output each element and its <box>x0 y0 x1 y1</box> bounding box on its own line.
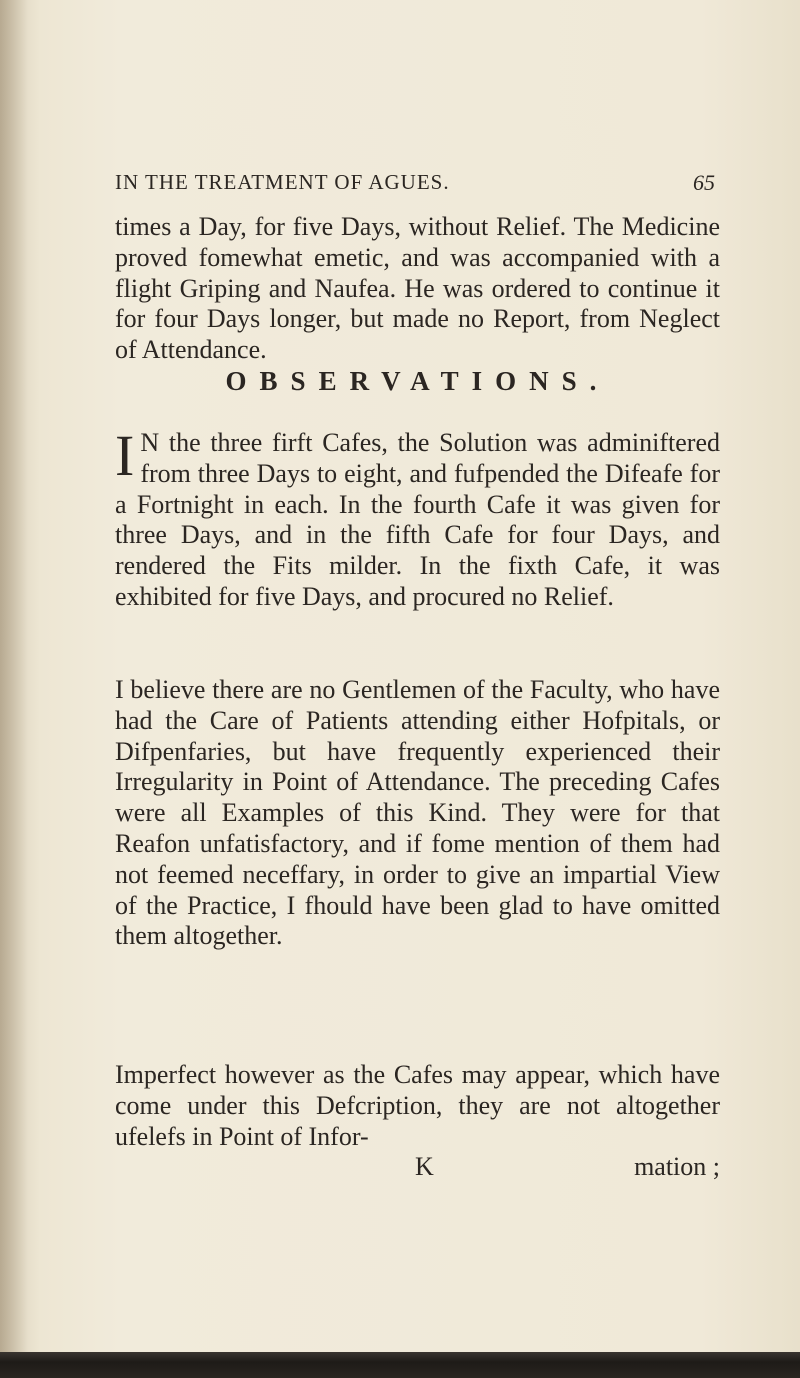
page-number: 65 <box>693 170 715 195</box>
paragraph-2-text: N the three firft Cafes, the Solution was adminiftered from three Days to eight, and fufpended the Difeafe for a Fortnight in each. In the fourth Cafe it was given for three Days, and in the fifth Cafe for four Days, and rendered the Fits milder. In the fixth Cafe, it was exhibited for five Days, and procured no Relief. <box>115 428 720 611</box>
signature-mark: K <box>415 1152 434 1181</box>
paragraph-1: times a Day, for five Days, without Relief. The Medicine proved fomewhat emetic, and was accompanied with a flight Griping and Naufea. He was ordered to continue it for four Days longer, but made no Report, from Neglect of Attendance. <box>115 212 720 365</box>
spine-shadow <box>0 0 28 1378</box>
page-header <box>115 170 715 200</box>
catchword: mation ; <box>634 1152 720 1181</box>
drop-cap: I <box>115 423 135 488</box>
paragraph-4: Imperfect however as the Cafes may appear, which have come under this Defcription, they are not altogether ufelefs in Point of Infor- <box>115 1060 720 1151</box>
running-head: IN THE TREATMENT OF AGUES. <box>115 170 450 194</box>
page-footer <box>115 1152 720 1184</box>
paragraph-2 <box>115 423 720 613</box>
paragraph-3: I believe there are no Gentlemen of the Faculty, who have had the Care of Patients attending either Hofpitals, or Difpenfaries, but have frequently experienced their Irregularity in Point of Attendance. The preceding Cafes were all Examples of this Kind. They were for that Reafon unfatisfactory, and if fome mention of them had not feemed neceffary, in order to give an impartial View of the Practice, I fhould have been glad to have omitted them altogether. <box>115 675 720 951</box>
page-bottom-edge <box>0 1352 800 1378</box>
section-heading: OBSERVATIONS. <box>225 366 610 396</box>
